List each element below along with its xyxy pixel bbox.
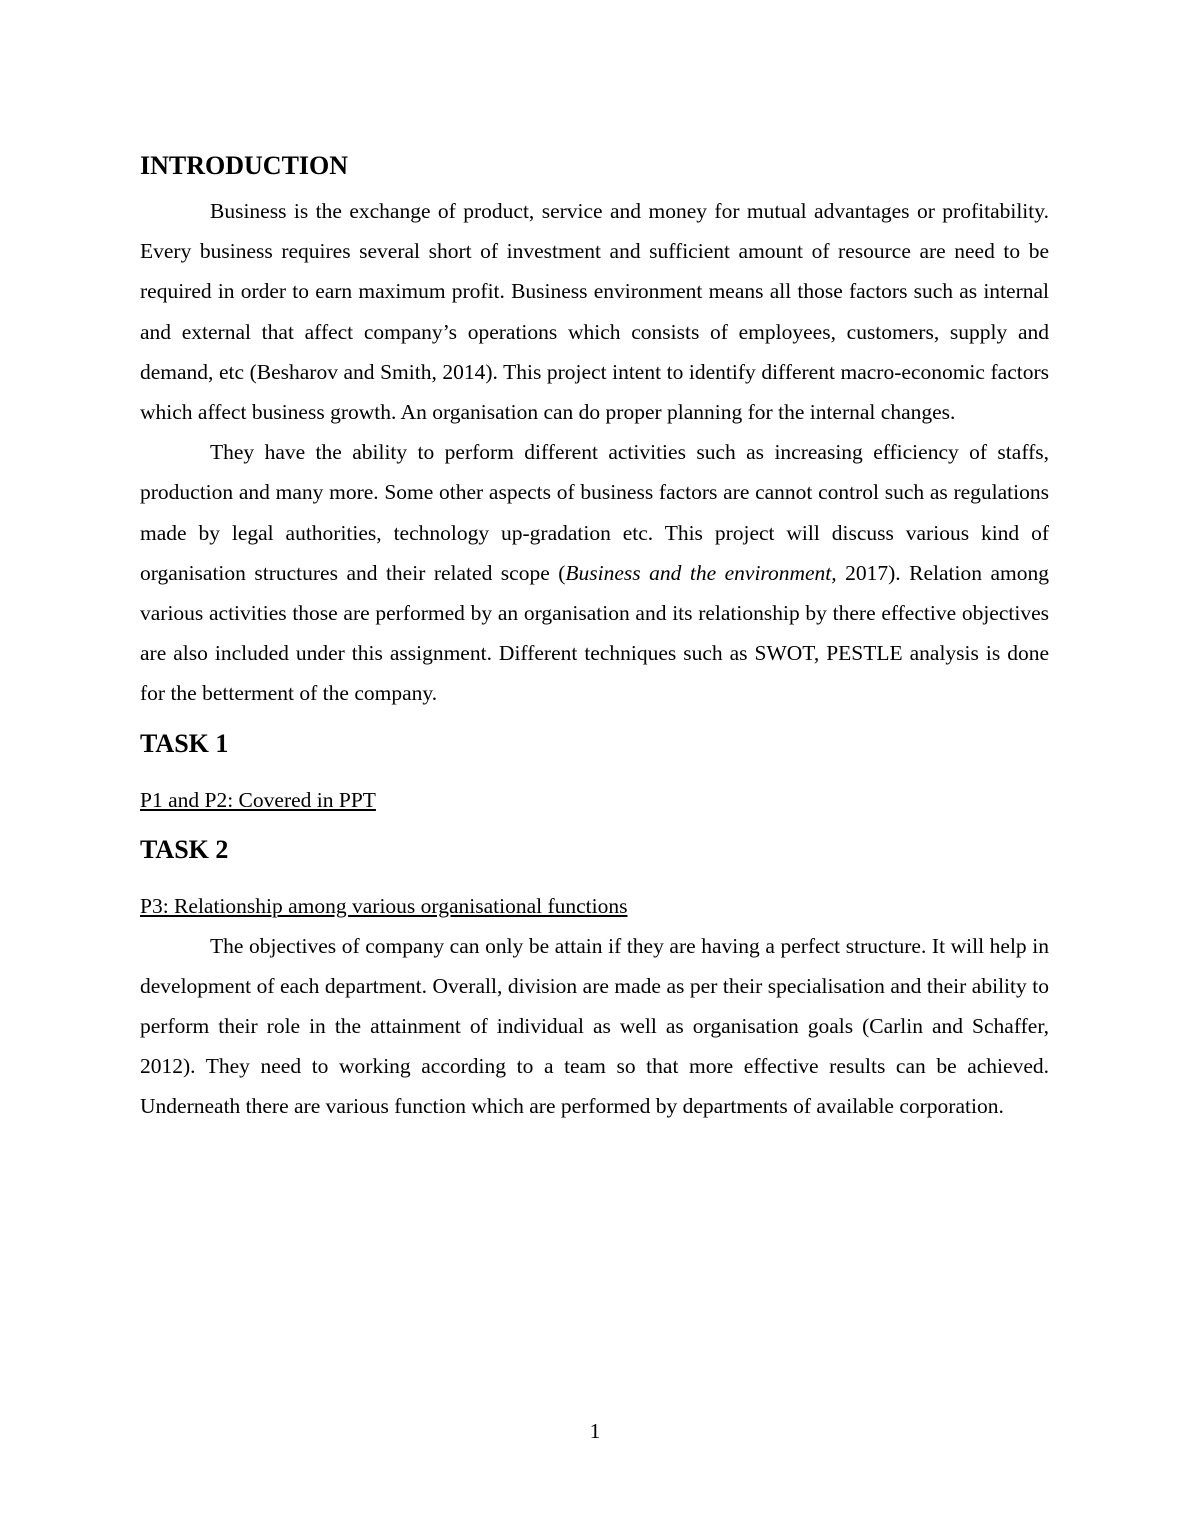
introduction-heading: INTRODUCTION: [140, 151, 349, 180]
paragraph-text: 2017). Relation among various activities those are performed by an organisation and its relationship by there effective objectives are also included under this assignment. Different techniques such as SWOT, PESTLE analysis is done for the betterment of the company.: [140, 560, 1049, 706]
task-2-subheading: P3: Relationship among various organisational functions: [140, 893, 628, 918]
page-number: 1: [589, 1419, 601, 1443]
task-2-paragraph: The objectives of company can only be attain if they are having a perfect structure. It will help in development of each department. Overall, division are made as per their specialisation and their ability to perform their role in the attainment of individual as well as organisation goals (Carlin and Schaffer, 2012). They need to working according to a team so that more effective results can be achieved. Underneath there are various function which are performed by departments of available corporation.: [140, 933, 1049, 1119]
introduction-paragraph-2: [140, 432, 1049, 713]
introduction-paragraph-1: Business is the exchange of product, service and money for mutual advantages or profitability. Every business requires several short of investment and sufficient amount of resource are need to be required in order to earn maximum profit. Business environment means all those factors such as internal and external that affect company’s operations which consists of employees, customers, supply and demand, etc (Besharov and Smith, 2014). This project intent to identify different macro-economic factors which affect business growth. An organisation can do proper planning for the internal changes.: [140, 199, 1049, 425]
task-1-heading: TASK 1: [140, 728, 229, 758]
paragraph-text: They have the ability to perform different activities such as increasing efficiency of staffs, production and many more. Some other aspects of business factors are cannot control such as regulations made by legal authorities, technology up-gradation etc. This project will discuss various kind of organisation structures and their related scope (: [140, 440, 1049, 585]
task-1-subheading: P1 and P2: Covered in PPT: [140, 787, 376, 812]
citation-italic: Business and the environment,: [565, 560, 837, 585]
document-body: [140, 146, 1049, 1127]
task-2-heading: TASK 2: [140, 834, 229, 864]
